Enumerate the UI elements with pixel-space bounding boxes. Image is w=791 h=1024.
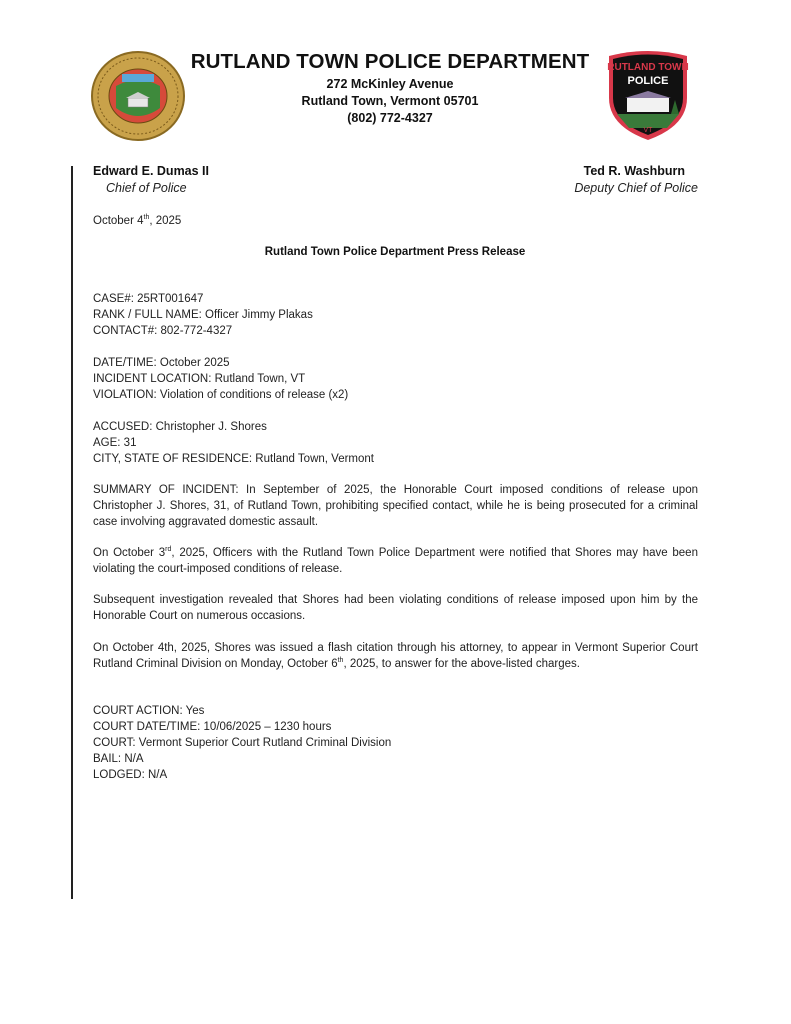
accused-info-block xyxy=(93,419,698,467)
accused-residence: CITY, STATE OF RESIDENCE: Rutland Town, Vermont xyxy=(93,453,374,465)
date-text: October 4 xyxy=(93,215,144,227)
badge-text-top: RUTLAND TOWN xyxy=(607,62,689,73)
address-street: 272 McKinley Avenue xyxy=(326,77,454,91)
para2-text: On October 3 xyxy=(93,547,166,559)
deputy-chief-name: Ted R. Washburn xyxy=(583,164,685,178)
badge-text-mid: POLICE xyxy=(627,75,669,87)
release-date xyxy=(93,213,181,229)
deputy-chief-title: Deputy Chief of Police xyxy=(574,181,698,195)
contact-number: CONTACT#: 802-772-4327 xyxy=(93,325,233,337)
para2-text-cont: , 2025, Officers with the Rutland Town Police Department were notified that Shores may have been violating the court-imposed conditions of release. xyxy=(93,547,698,575)
left-margin-rule xyxy=(71,166,73,899)
para4-text-cont: , 2025, to answer for the above-listed charges. xyxy=(343,658,580,670)
case-number: CASE#: 25RT001647 xyxy=(93,293,204,305)
accused-age: AGE: 31 xyxy=(93,437,137,449)
para4-sup: th xyxy=(337,657,344,665)
incident-summary: SUMMARY OF INCIDENT: In September of 2025, the Honorable Court imposed conditions of release upon Christopher J. Shores, 31, of Rutland Town, prohibiting specified contact, while he is being prosecuted for a criminal case involving aggravated domestic assault. xyxy=(93,484,698,528)
chief-name: Edward E. Dumas II xyxy=(93,164,210,178)
police-badge-logo xyxy=(605,48,691,142)
paragraph-citation xyxy=(93,640,698,672)
lodged: LODGED: N/A xyxy=(93,769,168,781)
para2-sup: rd xyxy=(165,546,172,554)
incident-datetime: DATE/TIME: October 2025 xyxy=(93,357,230,369)
incident-location: INCIDENT LOCATION: Rutland Town, VT xyxy=(93,373,306,385)
court-name: COURT: Vermont Superior Court Rutland Criminal Division xyxy=(93,737,392,749)
bail: BAIL: N/A xyxy=(93,753,144,765)
chief-title: Chief of Police xyxy=(106,181,187,195)
accused-name: ACCUSED: Christopher J. Shores xyxy=(93,421,267,433)
paragraph-investigation: Subsequent investigation revealed that Shores had been violating conditions of release imposed upon him by the Honorable Court on numerous occasions. xyxy=(93,594,698,622)
badge-text-bottom: VT xyxy=(643,127,653,134)
officer-name: RANK / FULL NAME: Officer Jimmy Plakas xyxy=(93,309,313,321)
case-info-block xyxy=(93,291,698,339)
court-datetime: COURT DATE/TIME: 10/06/2025 – 1230 hours xyxy=(93,721,332,733)
paragraph-notification xyxy=(93,545,698,577)
violation: VIOLATION: Violation of conditions of release (x2) xyxy=(93,389,349,401)
town-seal-logo xyxy=(90,50,186,142)
address-city: Rutland Town, Vermont 05701 xyxy=(301,94,479,108)
department-phone: (802) 772-4327 xyxy=(347,111,433,125)
court-info-block xyxy=(93,703,698,783)
department-title: RUTLAND TOWN POLICE DEPARTMENT xyxy=(190,50,590,73)
para4-text: On October 4th, 2025, Shores was issued a flash citation through his attorney, to appear in Vermont Superior Court Rutland Criminal Division on Monday, October 6 xyxy=(93,642,698,670)
press-release-title: Rutland Town Police Department Press Release xyxy=(264,246,526,258)
court-action: COURT ACTION: Yes xyxy=(93,705,205,717)
date-suffix: th xyxy=(143,214,150,222)
date-year: , 2025 xyxy=(149,215,182,227)
incident-info-block xyxy=(93,355,698,403)
